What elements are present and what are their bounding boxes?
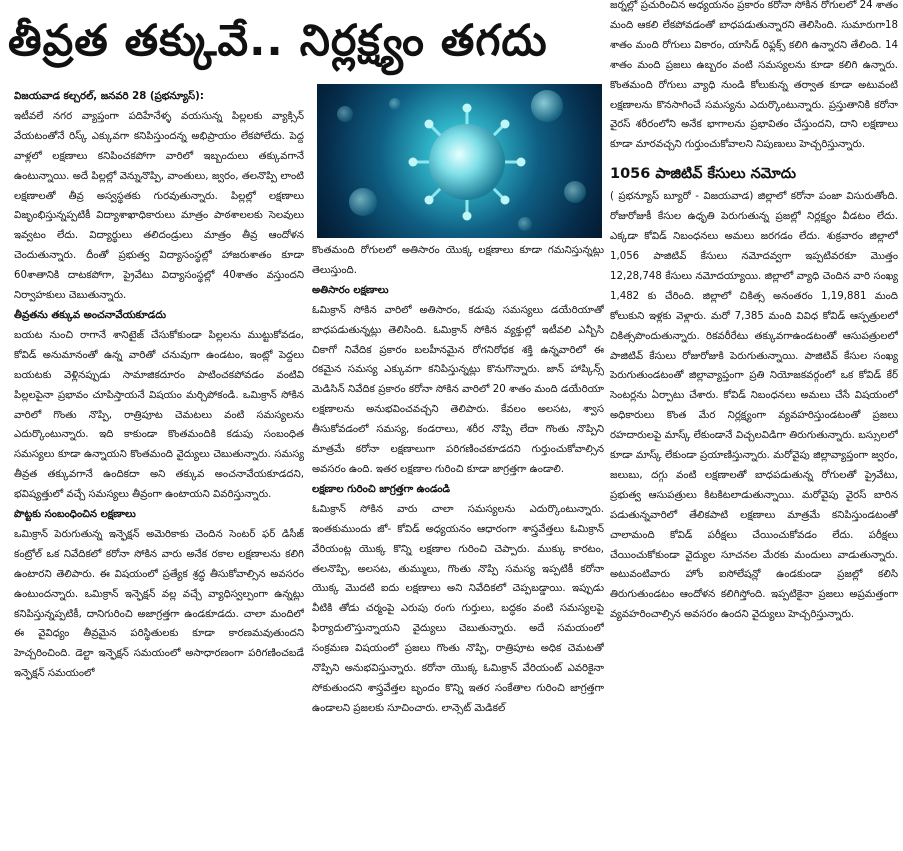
paragraph: ( ప్రభన్యూస్ బ్యూరో - విజయవాడ) జిల్లాలో కరోనా పంజా విసురుతోంది. రోజురోజుకీ కేసుల ఉధృతి పెరుగుతున్న ప్రజల్లో నిర్లక్ష్యం వీడటం లేదు. ఎక్కడా కోవిడ్ నిబంధనలు అమలు జరగడం లేదు. శుక్రవారం జిల్లాలో 1,056 పాజిటివ్ కేసులు నమోదవ్వగా ఇప్పటివరకూ మొత్తం 12,28,748 కేసులు నమోదయ్యాయి. జిల్లాలో వ్యాధి చెందిన వారి సంఖ్య 1,482 కు చేరింది. జిల్లాలో చికిత్స అనంతరం 1,19,881 మంది కోలుకుని ఇళ్లకు వెళ్లారు. మరో 7,385 మంది వివిధ కోవిడ్ ఆస్పత్రులలో చికిత్సపొందుతున్నారు. రికవరీరేటు తక్కువగాఉండటంతో ఆసుపత్రులలో పాజిటివ్ కేసులు రోజురోజుకి పెరుగుతున్నాయి. పాజిటివ్ కేసుల సంఖ్య పెరుగుతుండటంతో జిల్లావ్యాప్తంగా ప్రతి నియోజకవర్గంలో ఒక కోవిడ్ కేర్ సెంటర్లను ఏర్పాటు చేశారు. కోవిడ్ నిబంధనలు అమలు చేసే విషయంలో అధికారులు కొంత మేర నిర్లక్ష్యంగా వ్యవహరిస్తుండటంతో ప్రజలు రహదారులపై మాస్క్ లేకుండానే విచ్చలవిడిగా తిరుగుతున్నారు. బస్సులలో కూడా మాస్క్ లేకుండా ప్రయాణిస్తున్నారు. మరోవైపు జిల్లావ్యాప్తంగా జ్వరం, జలుబు, దగ్గు వంటి లక్షణాలతో బాధపడుతున్న రోగులతో ప్రైవేటు, ప్రభుత్వ ఆసుపత్రులు కిటకిటలాడుతున్నాయి. మరోవైపు వైరస్ బారిన పడుతున్నవారిలో తేలికపాటి లక్షణాలు మాత్రమే కనిపిస్తుండటంతో చాలామంది కోవిడ్ పరీక్షలు చేయించుకోవడం లేదు. పరీక్షలు చేయించుకోకుండా వైద్యుల సూచనల మేరకు మందులు వాడుతున్నారు. అటువంటివారు హోం ఐసోలేషన్లో ఉండకుండా ప్రజల్లో కలిసి తిరుగుతుండటం ఆందోళన కలిగిస్తోంది. ఇప్పటికైనా ప్రజలు అప్రమత్తంగా వ్యవహరించాల్సిన అవసరం ఉందని వైద్యులు హెచ్చరిస్తున్నారు.	[610, 191, 898, 621]
virus-illustration-icon	[317, 84, 602, 238]
subheading: 1056 పాజిటివ్ కేసులు నమోదు	[610, 166, 797, 183]
paragraph: ఇటీవలే నగర వ్యాప్తంగా పదిహేనేళ్ళ వయసున్న పిల్లలకు వ్యాక్సిన్ వేయటంతోనే రిస్క్ ఎక్కువగా కనిపిస్తుందన్న అభిప్రాయం లేకపోలేదు. పెద్ద వాళ్లలో లక్షణాలు కనిపించకపోగా వారిలో ఇబ్బందులు తక్కువగానే ఉంటున్నాయి. అదే పిల్లల్లో వెన్నునొప్పి, వాంతులు, జ్వరం, తలనొప్పి లాంటి లక్షణాలతో తీవ్ర అస్వస్థతకు గురవుతున్నారు. పిల్లల్లో లక్షణాలు విజృంభిస్తున్నప్పటికీ విద్యాశాఖాధికారులు మాత్రం పాఠశాలలకు సెలవులు ఇవ్వటం లేదు. విద్యార్థులు తలిదండ్రులు మాత్రం తీవ్ర ఆందోళన చెందుతున్నారు. దీంతో ప్రభుత్వ విద్యాసంస్థల్లో హాజరుశాతం కూడా 60శాతానికి దాటకపోగా, ప్రైవేటు విద్యాసంస్థల్లో 40శాతం వస్తుందని నిర్వాహకులు చెబుతున్నారు.	[14, 110, 304, 302]
dateline: విజయవాడ కల్చరల్, జనవరి 28 (ప్రభన్యూస్):	[14, 91, 204, 102]
column-3	[610, 0, 898, 847]
subheading: అతిసారం లక్షణాలు	[312, 284, 389, 296]
paragraph: ఓమిక్రాన్ సోకిన వారిలో అతిసారం, కడుపు సమస్యలు డయేరియాతో బాధపడుతున్నట్లు తెలిసింది. ఓమిక్రాన్ సోకిన వ్యక్తుల్లో ఇటీవలి ఎన్బీసి చికాగో నివేదిక ప్రకారం బలహీనమైన రోగనిరోధక శక్తి ఉన్నవారిలో ఈ రకమైన సమస్య ఎక్కువగా కనిపిస్తున్నట్లు కొనుగొన్నారు. జాన్ హాప్కిన్స్ మెడిసిన్ నివేదిక ప్రకారం కరోనా సోకిన వారిలో 20 శాతం మంది డయేరియా లక్షణాలను అనుభవించవచ్చని తెలిపారు. కేవలం అలసట, శ్వాస తీసుకోవడంలో సమస్య, కండరాలు, శరీర నొప్పి లేదా గొంతు నొప్పిని మాత్రమే కరోనా లక్షణాలుగా పరిగణించకూడదని గుర్తుంచుకోవాల్సిన అవసరం ఉంది. ఇతర లక్షణాల గురించి కూడా జాగ్రత్తగా ఉండాలి.	[312, 304, 604, 475]
paragraph: బయట నుంచి రాగానే శానిటైజ్ చేసుకోకుండా పిల్లలను ముట్టుకోవడం, కోవిడ్ అనుమానంతో ఉన్న వారితో చనువుగా ఉండటం, ఇంట్లో పెద్దలు బయటకు వెళ్లినప్పుడు సామాజికదూరం పాటించకపోవడం వంటివి పిల్లలపైనా ప్రభావం చూపిస్తాయనే విషయం మర్చిపోకండి. ఒమిక్రాన్ సోకిన వారిలో గొంతు నొప్పి, రాత్రిపూట చెమటలు వంటి సమస్యలను ఎదుర్కొంటున్నారు. ఇది కాకుండా కొంతమందికి కడుపు సంబంధిత సమస్యలు కూడా ఉన్నాయని కొంతమంది వైద్యులు చెబుతున్నారు. సమస్య తీవ్రత తక్కువగానే ఉందికదా అని తక్కువ అంచనావేయకూడదని, భవిష్యత్తులో వచ్చే సమస్యలు తీవ్రంగా ఉంటాయని వివరిస్తున్నారు.	[14, 329, 304, 501]
column-1	[14, 87, 304, 847]
paragraph: ఓమిక్రాన్ సోకిన వారు చాలా సమస్యలను ఎదుర్కొంటున్నారు. ఇంతకుముందు జో- కోవిడ్ అధ్యయనం ఆధారంగా శాస్త్రవేత్తలు ఓమిక్రాన్ వేరియంట్ల యొక్క కొన్ని లక్షణాల గురించి చెప్పారు. ముక్కు కారటం, తలనొప్పి, అలసట, తుమ్ములు, గొంతు నొప్పి సమస్య ఇప్పటికీ కరోనా యొక్క మొదటి ఐదు లక్షణాలు అని నివేదికలో చెప్పబడ్డాయి. ఇప్పుడు వీటికి తోడు చర్మంపై ఎరుపు రంగు గుర్తులు, బద్ధకం వంటి సమస్యలపై ఫిర్యాదులొస్తున్నాయని వైద్యులు చెబుతున్నారు. అదే సమయంలో సంక్రమణ విషయంలో ప్రజలు గొంతు నొప్పి, రాత్రిపూట అధిక చెమటతో నొప్పిని అనుభవిస్తున్నారు. కరోనా యొక్క ఓమిక్రాన్ వేరియంట్ ఎవరికైనా సోకుతుందని శాస్త్రవేత్తల బృందం కొన్ని ఇతర సంకేతాల గురించి జాగ్రత్తగా ఉండాలని ప్రజలకు సూచించారు. లాన్సెట్ మెడికల్	[312, 503, 604, 714]
paragraph: కొంతమంది రోగులలో అతిసారం యొక్క లక్షణాలు కూడా గమనిస్తున్నట్లు తెలుస్తుంది.	[312, 245, 604, 276]
subheading: లక్షణాల గురించి జాగ్రత్తగా ఉండండి	[312, 483, 451, 495]
subheading: పొట్టకు సంబంధించిన లక్షణాలు	[14, 509, 136, 521]
subheading: తీవ్రతను తక్కువ అంచనావేయకూడదు	[14, 309, 167, 321]
paragraph: జర్నల్లో ప్రచురించిన అధ్యయనం ప్రకారం కరోనా సోకిన రోగులలో 24 శాతం మంది ఆకలి లేకపోవడంతో బాధపడుతున్నారని తెలిసింది. సుమారుగా18 శాతం మంది రోగులు వికారం, యాసిడ్ రిఫ్లక్స్ కలిగి ఉన్నారని తేలింది. 14 శాతం మంది ప్రజలు ఉబ్బరం వంటి సమస్యలను కూడా కలిగి ఉన్నారు. కొంతమంది రోగులు వ్యాధి నుండి కోలుకున్న తర్వాత కూడా అటువంటి లక్షణాలను కొనసాగించే సమస్యను ఎదుర్కొంటున్నారు. ప్రస్తుతానికి కరోనా వైరస్ శరీరంలోని అనేక భాగాలను ప్రభావితం చేస్తుందని, దాని లక్షణాలు కూడా మారవచ్చని గుర్తుంచుకోవాలని నిపుణులు హెచ్చరిస్తున్నారు.	[610, 0, 898, 151]
headline: తీవ్రత తక్కువే.. నిర్లక్ష్యం తగదు	[8, 16, 548, 66]
paragraph: ఒమిక్రాన్ పెరుగుతున్న ఇన్ఫెక్షన్ అమెరికాకు చెందిన సెంటర్ ఫర్ డిసీజ్ కంట్రోల్ ఒక నివేదికలో కరోనా సోకిన వారు అనేక రకాల లక్షణాలను కలిగి ఉంటారని తెలిపారు. ఈ విషయంలో ప్రత్యేక శ్రద్ధ తీసుకోవాల్సిన అవసరం ఉంటుందన్నారు. ఒమిక్రాన్ ఇన్ఫెక్షన్ వల్ల వచ్చే వ్యాధిస్వల్పంగా ఉన్నట్లు కనిపిస్తున్నప్పటికీ, దానిగురించి అజాగ్రత్తగా ఉండకూడదు. చాలా మందిలో ఈ వైవిధ్యం తీవ్రమైన పరిస్థితులకు కూడా కారణమవుతుందని హెచ్చరించింది. డెల్టా ఇన్ఫెక్షన్ సమయంలో అసాధారణంగా పరిగణించబడే ఇన్ఫెక్షన్ సమయంలో	[14, 528, 304, 680]
column-2	[312, 241, 604, 847]
